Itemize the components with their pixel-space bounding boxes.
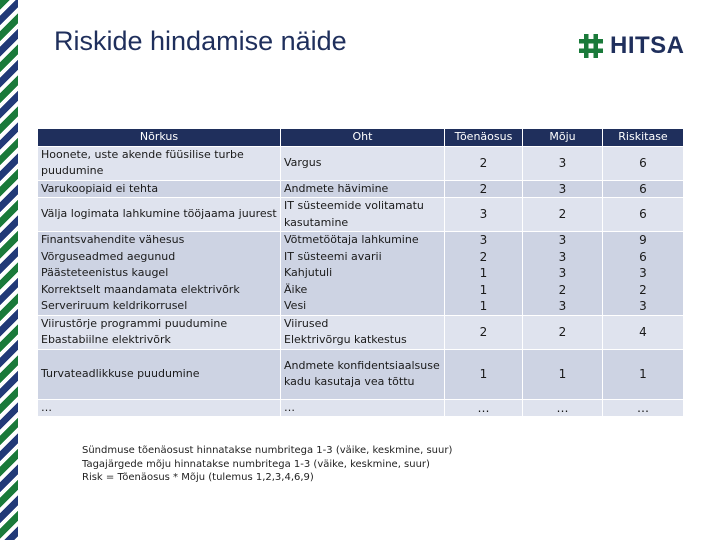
cell-risk-level: … [603,399,684,417]
cell-impact: … [523,399,603,417]
cell-weakness: Finantsvahendite vähesus Võrguseadmed aegunud Päästeteenistus kaugel Korrektselt maandamata elektrivõrk Serveriruum keldrikorrusel [38,232,281,316]
cell-threat: Andmete hävimine [281,180,445,198]
table-body [38,146,684,417]
cell-probability: 3 2 1 1 1 [445,232,523,316]
cell-probability: 3 [445,198,523,232]
cell-risk-level: 6 [603,146,684,180]
cell-weakness: … [38,399,281,417]
cell-threat: Vargus [281,146,445,180]
note-impact: Tagajärgede mõju hinnatakse numbritega 1-3 (väike, keskmine, suur) [82,458,430,470]
cell-probability: 2 [445,146,523,180]
cell-weakness: Hoonete, uste akende füüsilise turbe puudumine [38,146,281,180]
header-weakness: Nõrkus [38,129,281,147]
table-row [38,232,684,316]
header-threat: Oht [281,129,445,147]
cell-weakness: Turvateadlikkuse puudumine [38,349,281,399]
hitsa-logo [578,30,685,62]
cell-threat: Andmete konfidentsiaalsuse kadu kasutaja vea tõttu [281,349,445,399]
logo-text: HITSA [610,32,685,59]
cell-threat: … [281,399,445,417]
cell-weakness: Viirustõrje programmi puudumine Ebastabiilne elektrivõrk [38,315,281,349]
cell-risk-level: 4 [603,315,684,349]
cell-weakness: Välja logimata lahkumine tööjaama juurest [38,198,281,232]
cell-probability: 2 [445,315,523,349]
table-header-row [38,129,684,147]
header-impact: Mõju [523,129,603,147]
table-row [38,349,684,399]
cell-threat: Viirused Elektrivõrgu katkestus [281,315,445,349]
cell-impact: 2 [523,315,603,349]
cell-probability: 2 [445,180,523,198]
cell-probability: 1 [445,349,523,399]
cell-impact: 2 [523,198,603,232]
cell-threat: IT süsteemide volitamatu kasutamine [281,198,445,232]
cell-weakness: Varukoopiaid ei tehta [38,180,281,198]
cell-risk-level: 6 [603,198,684,232]
hash-icon [578,33,604,59]
note-risk-formula: Risk = Tõenäosus * Mõju (tulemus 1,2,3,4,6,9) [82,472,314,483]
note-probability: Sündmuse tõenäosust hinnatakse numbritega 1-3 (väike, keskmine, suur) [82,445,453,456]
header-probability: Tõenäosus [445,129,523,147]
table-row [38,399,684,417]
table-row [38,180,684,198]
cell-impact: 3 [523,146,603,180]
cell-risk-level: 9 6 3 2 3 [603,232,684,316]
risk-table [37,128,684,417]
table-row [38,315,684,349]
cell-risk-level: 1 [603,349,684,399]
header-risk-level: Riskitase [603,129,684,147]
cell-risk-level: 6 [603,180,684,198]
scoring-notes [82,444,502,485]
cell-impact: 1 [523,349,603,399]
slide-title: Riskide hindamise näide [54,26,347,56]
decorative-stripe [0,0,18,540]
table-row [38,198,684,232]
cell-threat: Võtmetöötaja lahkumine IT süsteemi avarii Kahjutuli Äike Vesi [281,232,445,316]
cell-impact: 3 3 3 2 3 [523,232,603,316]
table-row [38,146,684,180]
cell-probability: … [445,399,523,417]
cell-impact: 3 [523,180,603,198]
